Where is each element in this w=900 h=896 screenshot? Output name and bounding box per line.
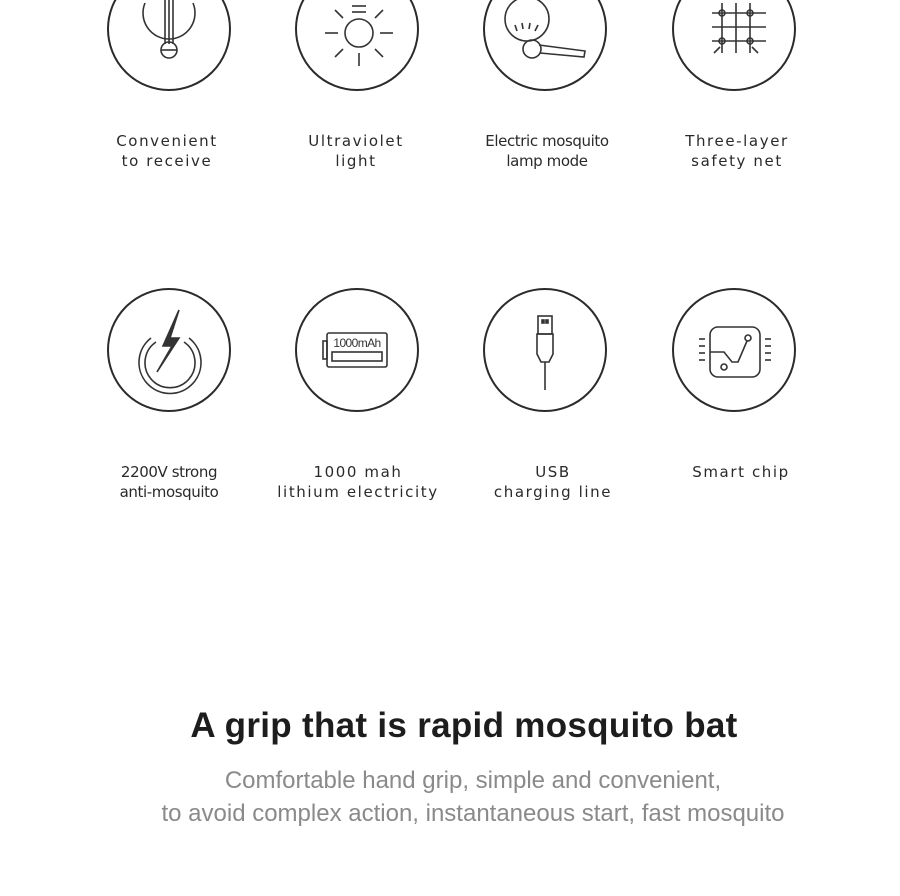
feature-label-line1: 2200V strong <box>120 463 218 481</box>
section-subtitle-line2: to avoid complex action, instantaneous start, fast mosquito <box>161 800 785 827</box>
feature-label-line2: charging line <box>493 483 613 501</box>
feature-label <box>646 462 836 482</box>
mosquito-lamp-icon <box>485 0 605 89</box>
safety-net-icon <box>674 0 794 89</box>
feature-icon-circle <box>483 0 607 91</box>
feature-label-line2: anti-mosquito <box>119 483 219 501</box>
retractable-handle-icon <box>109 0 229 89</box>
feature-label-line2: to receive <box>121 152 213 170</box>
section-subtitle-line1: Comfortable hand grip, simple and convenient, <box>224 767 722 794</box>
feature-label-line1: Electric mosquito <box>485 132 609 150</box>
feature-label-line1: Ultraviolet <box>308 132 404 150</box>
feature-label-line2: lithium electricity <box>277 483 439 501</box>
feature-icon-circle <box>295 288 419 412</box>
feature-label-line1: 1000 mah <box>313 463 403 481</box>
section-headline: A grip that is rapid mosquito bat <box>190 706 738 745</box>
feature-label <box>642 131 832 171</box>
feature-icon-circle <box>483 288 607 412</box>
feature-label-line1: Smart chip <box>692 463 790 481</box>
feature-icon-circle <box>295 0 419 91</box>
feature-label-line2: light <box>335 152 377 170</box>
feature-label <box>74 462 264 502</box>
feature-label-line1: Three-layer <box>685 132 789 150</box>
feature-label <box>261 131 451 171</box>
feature-label-line2: lamp mode <box>506 152 588 170</box>
feature-label <box>72 131 262 171</box>
feature-label-line1: Convenient <box>116 132 218 150</box>
feature-icon-circle <box>107 288 231 412</box>
feature-icon-circle <box>672 288 796 412</box>
uv-bulb-icon <box>297 0 417 89</box>
smart-chip-icon <box>674 290 794 410</box>
feature-icon-circle <box>672 0 796 91</box>
feature-icon-circle <box>107 0 231 91</box>
battery-capacity-text: 1000mAh <box>333 336 381 350</box>
usb-cable-icon <box>485 290 605 410</box>
feature-label <box>458 462 648 502</box>
feature-label <box>263 462 453 502</box>
feature-label-line1: USB <box>535 463 571 481</box>
feature-label-line2: safety net <box>691 152 783 170</box>
high-voltage-power-icon <box>109 290 229 410</box>
feature-label <box>452 131 642 171</box>
battery-icon <box>297 290 417 410</box>
